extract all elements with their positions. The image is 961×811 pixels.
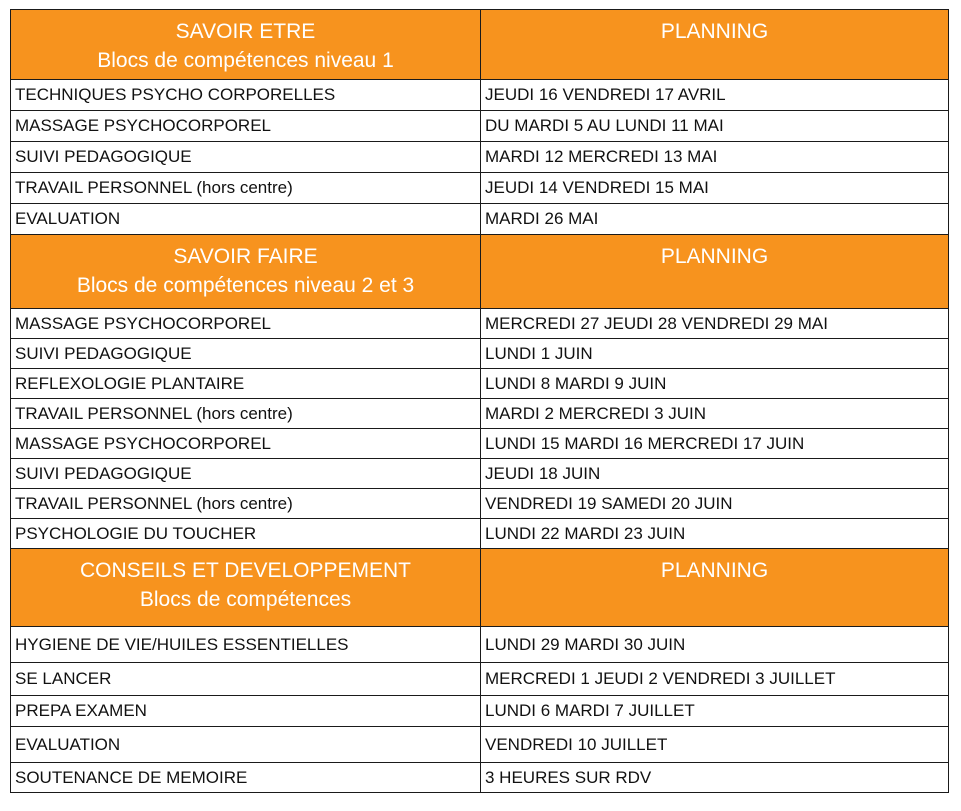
section-subtitle: Blocs de compétences <box>139 588 352 611</box>
row-date: LUNDI 22 MARDI 23 JUIN <box>481 519 949 549</box>
row-date: LUNDI 29 MARDI 30 JUIN <box>481 627 949 663</box>
row-date: JEUDI 18 JUIN <box>481 459 949 489</box>
table-row <box>11 663 949 696</box>
table-row <box>11 309 949 339</box>
row-date: JEUDI 14 VENDREDI 15 MAI <box>481 173 949 204</box>
row-item: MASSAGE PSYCHOCORPOREL <box>11 309 481 339</box>
row-item: MASSAGE PSYCHOCORPOREL <box>11 429 481 459</box>
table-row <box>11 489 949 519</box>
table-row <box>11 429 949 459</box>
row-item: TECHNIQUES PSYCHO CORPORELLES <box>11 80 481 111</box>
section-title-cell <box>11 549 481 627</box>
section-subtitle: Blocs de compétences niveau 2 et 3 <box>76 274 415 297</box>
row-date: LUNDI 1 JUIN <box>481 339 949 369</box>
row-date: 3 HEURES SUR RDV <box>481 763 949 793</box>
row-date: MARDI 26 MAI <box>481 204 949 235</box>
row-item: MASSAGE PSYCHOCORPOREL <box>11 111 481 142</box>
table-row <box>11 763 949 793</box>
planning-table <box>10 9 949 793</box>
section-title: SAVOIR ETRE <box>175 20 316 43</box>
row-item: PSYCHOLOGIE DU TOUCHER <box>11 519 481 549</box>
row-date: LUNDI 8 MARDI 9 JUIN <box>481 369 949 399</box>
section-title: CONSEILS ET DEVELOPPEMENT <box>79 559 412 582</box>
table-row <box>11 459 949 489</box>
planning-document <box>10 9 948 793</box>
row-date: LUNDI 6 MARDI 7 JUILLET <box>481 696 949 727</box>
planning-header: PLANNING <box>481 549 949 627</box>
row-item: HYGIENE DE VIE/HUILES ESSENTIELLES <box>11 627 481 663</box>
section-header <box>11 235 949 309</box>
row-item: SUIVI PEDAGOGIQUE <box>11 339 481 369</box>
row-item: SUIVI PEDAGOGIQUE <box>11 459 481 489</box>
table-row <box>11 173 949 204</box>
row-item: PREPA EXAMEN <box>11 696 481 727</box>
row-item: EVALUATION <box>11 204 481 235</box>
row-date: MERCREDI 27 JEUDI 28 VENDREDI 29 MAI <box>481 309 949 339</box>
table-row <box>11 204 949 235</box>
row-date: MERCREDI 1 JEUDI 2 VENDREDI 3 JUILLET <box>481 663 949 696</box>
row-date: VENDREDI 19 SAMEDI 20 JUIN <box>481 489 949 519</box>
row-date: JEUDI 16 VENDREDI 17 AVRIL <box>481 80 949 111</box>
table-row <box>11 519 949 549</box>
table-row <box>11 142 949 173</box>
table-row <box>11 111 949 142</box>
planning-header: PLANNING <box>481 10 949 80</box>
planning-header: PLANNING <box>481 235 949 309</box>
row-item: SUIVI PEDAGOGIQUE <box>11 142 481 173</box>
table-row <box>11 369 949 399</box>
row-date: MARDI 2 MERCREDI 3 JUIN <box>481 399 949 429</box>
row-date: MARDI 12 MERCREDI 13 MAI <box>481 142 949 173</box>
table-row <box>11 727 949 763</box>
row-date: VENDREDI 10 JUILLET <box>481 727 949 763</box>
row-date: LUNDI 15 MARDI 16 MERCREDI 17 JUIN <box>481 429 949 459</box>
row-item: EVALUATION <box>11 727 481 763</box>
section-title: SAVOIR FAIRE <box>173 245 318 268</box>
section-header <box>11 10 949 80</box>
row-item: TRAVAIL PERSONNEL (hors centre) <box>11 489 481 519</box>
row-item: SOUTENANCE DE MEMOIRE <box>11 763 481 793</box>
section-header <box>11 549 949 627</box>
table-row <box>11 696 949 727</box>
row-item: REFLEXOLOGIE PLANTAIRE <box>11 369 481 399</box>
table-row <box>11 399 949 429</box>
section-title-cell <box>11 235 481 309</box>
row-item: TRAVAIL PERSONNEL (hors centre) <box>11 173 481 204</box>
table-row <box>11 627 949 663</box>
row-item: TRAVAIL PERSONNEL (hors centre) <box>11 399 481 429</box>
row-item: SE LANCER <box>11 663 481 696</box>
section-subtitle: Blocs de compétences niveau 1 <box>97 49 394 72</box>
row-date: DU MARDI 5 AU LUNDI 11 MAI <box>481 111 949 142</box>
section-title-cell <box>11 10 481 80</box>
table-row <box>11 339 949 369</box>
table-row <box>11 80 949 111</box>
